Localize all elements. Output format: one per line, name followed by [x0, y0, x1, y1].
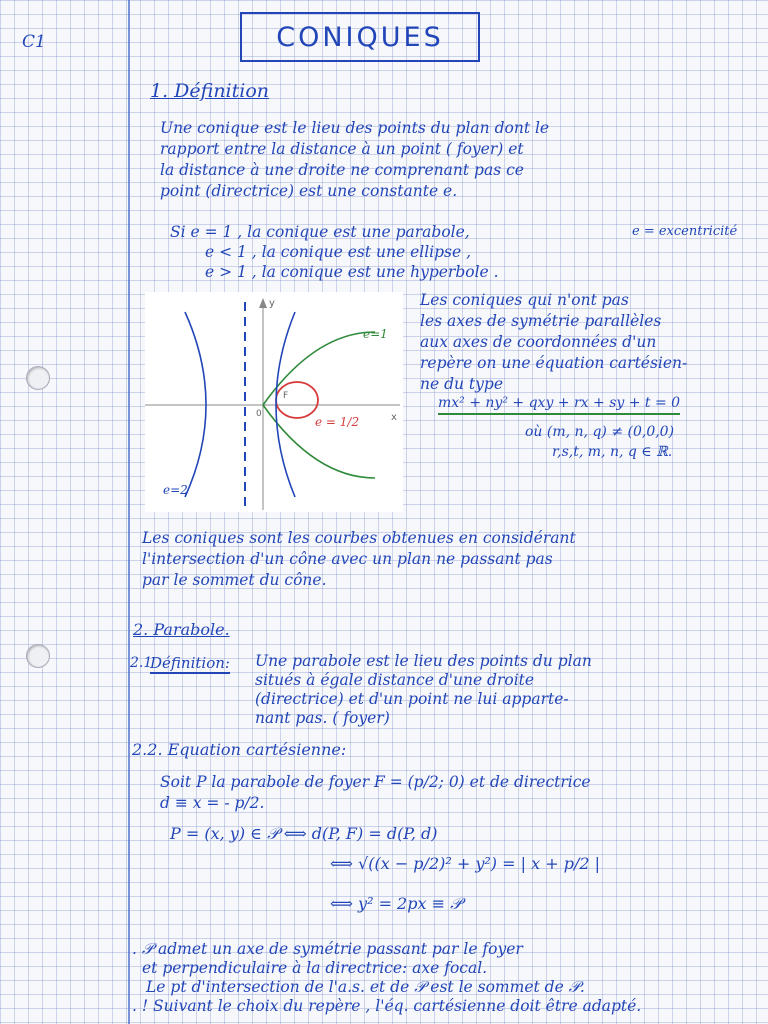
ellipse-label: e = 1/2 [315, 415, 360, 429]
cone-paragraph [142, 528, 576, 591]
binder-hole [26, 366, 50, 390]
parabola-definition-paragraph [255, 652, 592, 728]
hyperbola-label: e=2 [163, 483, 188, 497]
equation-intro-line: d ≡ x = - p/2. [160, 794, 265, 812]
side-line: aux axes de coordonnées d'un [420, 333, 657, 351]
note-line: et perpendiculaire à la directrice: axe focal. [142, 959, 488, 977]
parabola-curve [263, 332, 375, 405]
eccentricity-note: e = excentricité [632, 224, 738, 239]
side-paragraph [420, 290, 687, 395]
side-line: repère on une équation cartésien- [420, 354, 688, 372]
definition-line: rapport entre la distance à un point ( foyer) et [160, 140, 524, 158]
parabola-definition-line: Une parabole est le lieu des points du plan [255, 652, 592, 670]
cone-line: Les coniques sont les courbes obtenues en considérant [142, 529, 576, 547]
case-line: e < 1 , la conique est une ellipse , [205, 243, 472, 261]
parabola-definition-line: (directrice) et d'un point ne lui apparte- [255, 690, 569, 708]
definition-paragraph [160, 118, 549, 202]
y-axis-label: y [269, 298, 275, 309]
side-line: Les coniques qui n'ont pas [420, 291, 629, 309]
subsection-number: 2.1 [130, 655, 153, 671]
equation-reals: r,s,t, m, n, q ∈ ℝ. [552, 444, 673, 460]
equation-intro [160, 772, 591, 814]
note-line: Le pt d'intersection de l'a.s. et de 𝒫 est le sommet de 𝒫. [146, 978, 585, 996]
binder-hole [26, 644, 50, 668]
section-heading-definition: 1. Définition [150, 80, 270, 102]
notes-list [132, 940, 641, 1016]
definition-line: la distance à une droite ne comprenant pas ce [160, 161, 524, 179]
case-line: Si e = 1 , la conique est une parabole, [170, 223, 470, 241]
parabola-definition-line: nant pas. ( foyer) [255, 709, 390, 727]
note-line: . ! Suivant le choix du repère , l'éq. cartésienne doit être adapté. [132, 997, 642, 1015]
origin-label: 0 [256, 409, 262, 419]
conics-graph [145, 292, 403, 512]
subsection-heading-definition: Définition: [150, 654, 230, 672]
page-title: CONIQUES [240, 12, 480, 62]
section-heading-parabola: 2. Parabole. [133, 620, 230, 639]
cone-line: l'intersection d'un cône avec un plan ne passant pas [142, 550, 553, 568]
cartesian-equation: mx² + ny² + qxy + rx + sy + t = 0 [438, 395, 680, 415]
cone-line: par le sommet du cône. [142, 571, 327, 589]
side-line: ne du type [420, 375, 503, 393]
equation-intro-line: Soit P la parabole de foyer F = (p/2; 0) et de directrice [160, 773, 591, 791]
parabola-label: e=1 [363, 327, 388, 341]
case-line: e > 1 , la conique est une hyperbole . [205, 263, 499, 281]
side-line: les axes de symétrie parallèles [420, 312, 662, 330]
derivation-line: ⟺ √((x − p/2)² + y²) = | x + p/2 | [330, 854, 600, 873]
subsection-heading-equation: 2.2. Equation cartésienne: [132, 740, 347, 759]
definition-line: Une conique est le lieu des points du plan dont le [160, 119, 550, 137]
definition-line: point (directrice) est une constante e. [160, 182, 458, 200]
equation-condition: où (m, n, q) ≠ (0,0,0) [525, 424, 675, 440]
note-line: . 𝒫 admet un axe de symétrie passant par le foyer [132, 940, 523, 958]
x-axis-label: x [391, 412, 397, 423]
derivation-line: P = (x, y) ∈ 𝒫 ⟺ d(P, F) = d(P, d) [170, 824, 438, 843]
page-number: C1 [22, 32, 46, 52]
derivation-line: ⟺ y² = 2px ≡ 𝒫 [330, 894, 462, 913]
conics-graph-svg [145, 292, 403, 512]
focus-label: F [283, 391, 289, 401]
parabola-definition-line: situés à égale distance d'une droite [255, 671, 535, 689]
y-axis-arrow [259, 298, 267, 308]
margin-line [128, 0, 130, 1024]
